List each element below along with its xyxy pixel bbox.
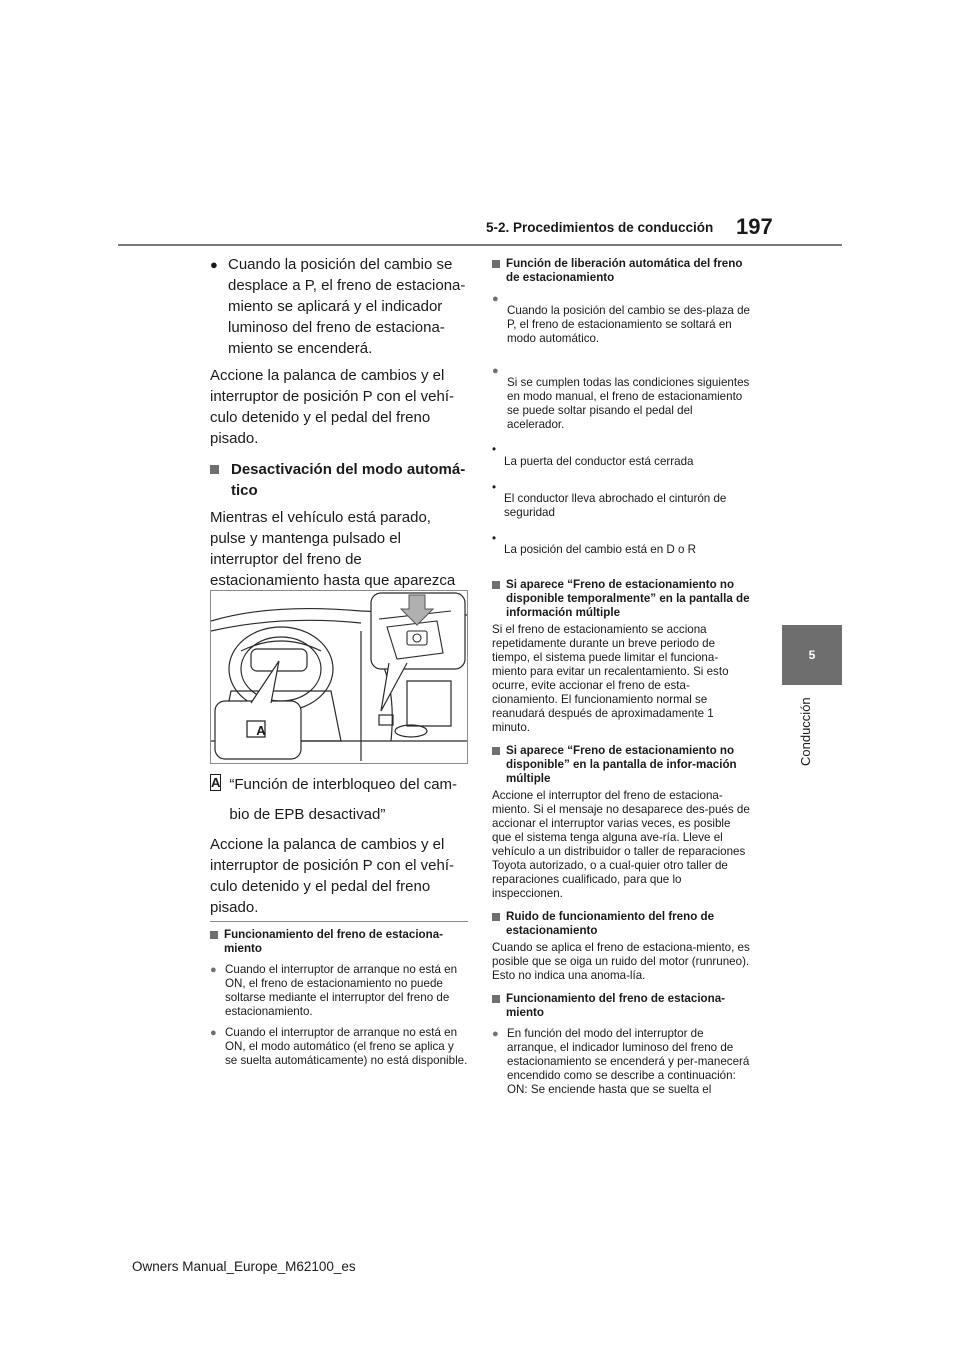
heading-text: Si aparece “Freno de estacionamiento no disponible temporalmente” en la pantalla de información múltiple bbox=[506, 577, 750, 619]
dash-item bbox=[492, 481, 752, 532]
footer-text: Owners Manual_Europe_M62100_es bbox=[132, 1259, 356, 1274]
heading-text: Si aparece “Freno de estacionamiento no disponible” en la pantalla de infor-mación múltiple bbox=[506, 743, 737, 785]
note-bullet bbox=[492, 292, 752, 357]
bullet-text: Si se cumplen todas las condiciones siguientes en modo manual, el freno de estacionamiento se puede soltar pisando el pedal del acelerador. bbox=[507, 375, 750, 431]
section-heading bbox=[210, 459, 468, 501]
chapter-label-text: Conducción bbox=[798, 697, 813, 766]
dash-item bbox=[492, 532, 752, 569]
square-bullet-icon bbox=[492, 995, 500, 1003]
bullet-text-continued: ON: Se enciende hasta que se suelta el bbox=[507, 1082, 712, 1096]
note-heading bbox=[492, 744, 752, 786]
bullet-text: Cuando la posición del cambio se desplace a P, el freno de estaciona-miento se aplicará y el indicador luminoso del freno de estaciona-miento se encenderá. bbox=[228, 256, 466, 357]
paragraph: Mientras el vehículo está parado, pulse y mantenga pulsado el interruptor del freno de estacionamiento hasta que aparezca bbox=[210, 509, 456, 589]
paragraph: Accione la palanca de cambios y el interruptor de posición P con el vehí-culo detenido y el pedal del freno pisado. bbox=[210, 836, 455, 916]
section-title: 5-2. Procedimientos de conducción bbox=[486, 220, 714, 235]
chapter-number: 5 bbox=[808, 648, 816, 662]
left-column-lower bbox=[210, 774, 468, 918]
paragraph: Si el freno de estacionamiento se acciona repetidamente durante un breve periodo de tiempo, el sistema puede limitar el funciona-miento para evitar un recalentamiento. Si esto ocurre, evite accionar el freno de esta-cionamiento. El funcionamiento normal se reanudará después de aproximadamente 1 minuto. bbox=[492, 622, 729, 734]
square-bullet-icon bbox=[492, 747, 500, 755]
note-block bbox=[210, 928, 468, 1068]
dash-bullet-icon: • bbox=[492, 480, 497, 494]
right-column bbox=[492, 257, 752, 1097]
heading-text: Ruido de funcionamiento del freno de estacionamiento bbox=[506, 909, 715, 937]
page-number: 197 bbox=[736, 214, 773, 239]
bullet-item bbox=[210, 254, 468, 359]
bullet-icon: ● bbox=[210, 1027, 217, 1039]
note-heading bbox=[492, 578, 752, 620]
square-bullet-icon bbox=[492, 913, 500, 921]
caption-label: A bbox=[211, 775, 221, 790]
note-bullet-text: Cuando el interruptor de arranque no está en ON, el modo automático (el freno se aplica y se suelta automáticamente) no está disponible. bbox=[225, 1026, 468, 1067]
bullet-icon: ● bbox=[210, 257, 218, 272]
note-bullet bbox=[210, 963, 468, 1019]
note-heading bbox=[210, 928, 468, 956]
chapter-tab bbox=[782, 625, 842, 685]
note-bullet bbox=[492, 364, 752, 443]
dash-bullet-icon: • bbox=[492, 443, 497, 457]
note-heading-text: Funcionamiento del freno de estaciona-miento bbox=[224, 928, 444, 955]
dashboard-illustration bbox=[210, 590, 468, 764]
heading-text: Función de liberación automática del freno de estacionamiento bbox=[506, 257, 743, 284]
bullet-text: En función del modo del interruptor de arranque, el indicador luminoso del freno de estacionamiento se encenderá y per-manecerá encendido como se describe a continuación: bbox=[507, 1026, 750, 1082]
dashboard-drawing bbox=[211, 591, 467, 763]
paragraph: Accione el interruptor del freno de estaciona-miento. Si el mensaje no desaparece des-pués de accionar el interruptor varias veces, es posible que el sistema tenga alguna ave-ría. Lleve el vehículo a un distribuidor o taller de reparaciones Toyota autorizado, o a cual-quier otro taller de reparaciones cualificado, para que lo inspeccionen. bbox=[492, 788, 750, 900]
square-bullet-icon bbox=[210, 931, 218, 939]
left-column bbox=[210, 254, 468, 633]
square-bullet-icon bbox=[492, 260, 500, 268]
note-bullet bbox=[492, 1027, 752, 1097]
paragraph: Accione la palanca de cambios y el interruptor de posición P con el vehí-culo detenido y el pedal del freno pisado. bbox=[210, 367, 455, 447]
square-bullet-icon bbox=[210, 465, 219, 474]
square-bullet-icon bbox=[492, 581, 500, 589]
caption-text: “Función de interbloqueo del cam-bio de EPB desactivad” bbox=[229, 776, 458, 823]
note-heading bbox=[492, 910, 752, 938]
dash-item bbox=[492, 443, 752, 480]
heading-text: Funcionamiento del freno de estaciona-miento bbox=[506, 991, 726, 1019]
header-rule bbox=[118, 244, 842, 246]
dash-text: El conductor lleva abrochado el cinturón de seguridad bbox=[504, 492, 727, 520]
caption bbox=[210, 774, 468, 830]
chapter-label bbox=[796, 690, 816, 770]
note-heading bbox=[492, 257, 752, 285]
note-bullet-text: Cuando el interruptor de arranque no está en ON, el freno de estacionamiento no puede soltarse mediante el interruptor del freno de estacionamiento. bbox=[225, 963, 458, 1018]
paragraph: Cuando se aplica el freno de estaciona-miento, es posible que se oiga un ruido del motor (runruneo). Esto no indica una anoma-lía. bbox=[492, 940, 750, 982]
dash-text: La posición del cambio está en D o R bbox=[504, 543, 697, 557]
dash-bullet-icon: • bbox=[492, 531, 497, 545]
note-bullet bbox=[210, 1026, 468, 1068]
dash-text: La puerta del conductor está cerrada bbox=[504, 454, 694, 468]
figure-label: A bbox=[256, 723, 266, 738]
bullet-text: Cuando la posición del cambio se des-plaza de P, el freno de estacionamiento se soltará en modo automático. bbox=[507, 303, 750, 345]
bullet-icon: ● bbox=[492, 293, 499, 305]
bullet-icon: ● bbox=[492, 1027, 499, 1040]
note-heading bbox=[492, 992, 752, 1020]
bullet-icon: ● bbox=[210, 964, 217, 976]
bullet-icon: ● bbox=[492, 365, 499, 378]
note-divider bbox=[210, 921, 468, 922]
heading-text: Desactivación del modo automá-tico bbox=[231, 461, 466, 499]
